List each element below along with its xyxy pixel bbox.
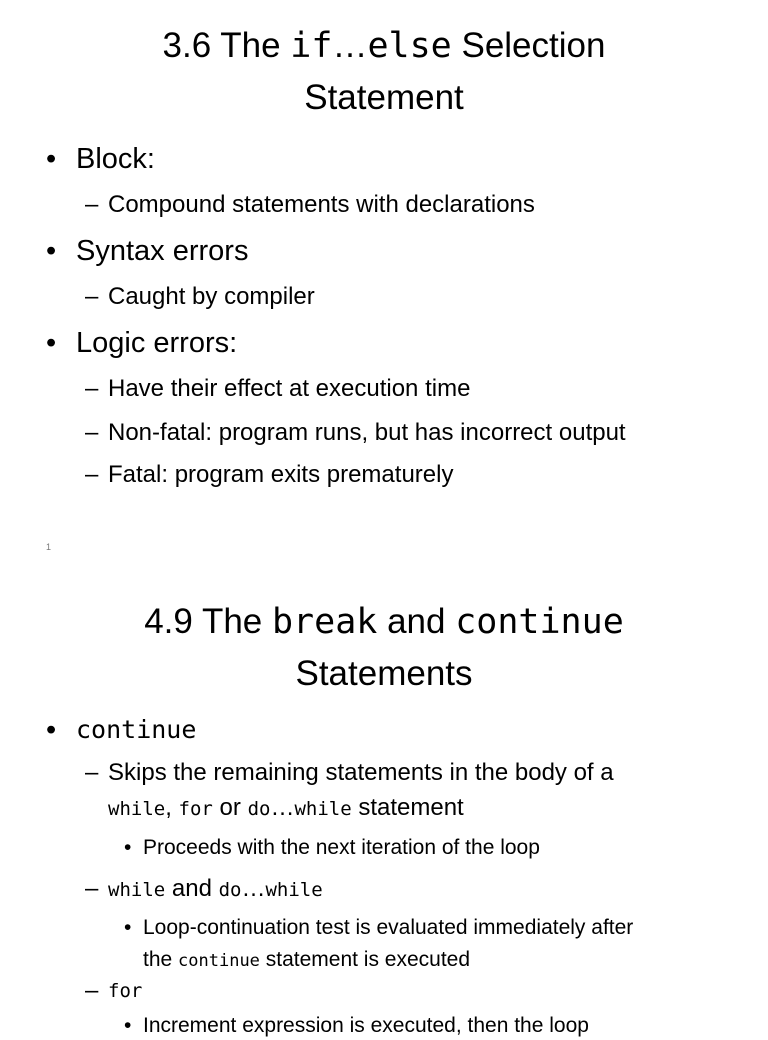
dash-icon: – bbox=[85, 283, 99, 310]
title-text-suffix: Selection bbox=[451, 26, 606, 65]
title-code-else: else bbox=[367, 26, 452, 66]
bullet-dot-icon: • bbox=[46, 235, 57, 267]
dash-icon: – bbox=[85, 759, 99, 786]
slide-2-title bbox=[0, 596, 768, 648]
bullet-dot-icon: • bbox=[46, 327, 57, 359]
bullet-dot-icon: • bbox=[124, 1014, 132, 1037]
bullet-dot-icon: • bbox=[124, 916, 132, 939]
slide-2-title-line2: Statements bbox=[295, 654, 473, 693]
title-ellipsis: … bbox=[332, 26, 368, 65]
bullet-dot-icon: • bbox=[124, 836, 132, 859]
dash-icon: – bbox=[85, 977, 99, 1004]
sub-sub-bullet-line2: the continue statement is executed bbox=[143, 948, 471, 971]
dash-icon: – bbox=[85, 191, 99, 218]
page-number: 1 bbox=[46, 542, 52, 552]
dash-icon: – bbox=[85, 419, 99, 446]
title-text: 4.9 The bbox=[144, 602, 272, 641]
bullet-dot-icon: • bbox=[46, 714, 57, 746]
title-text: 3.6 The bbox=[162, 26, 291, 65]
title-code-break: break bbox=[271, 602, 378, 642]
dash-icon: – bbox=[85, 461, 99, 488]
slide-1-title bbox=[0, 20, 768, 72]
title-code-if: if bbox=[290, 26, 333, 66]
sub-bullet-skips-line2: while, for or do…while statement bbox=[108, 794, 464, 821]
slide-1-title-line2: Statement bbox=[304, 78, 464, 117]
dash-icon: – bbox=[85, 875, 99, 902]
dash-icon: – bbox=[85, 375, 99, 402]
bullet-dot-icon: • bbox=[46, 143, 57, 175]
title-text-and: and bbox=[377, 602, 456, 641]
title-code-continue: continue bbox=[455, 602, 624, 642]
